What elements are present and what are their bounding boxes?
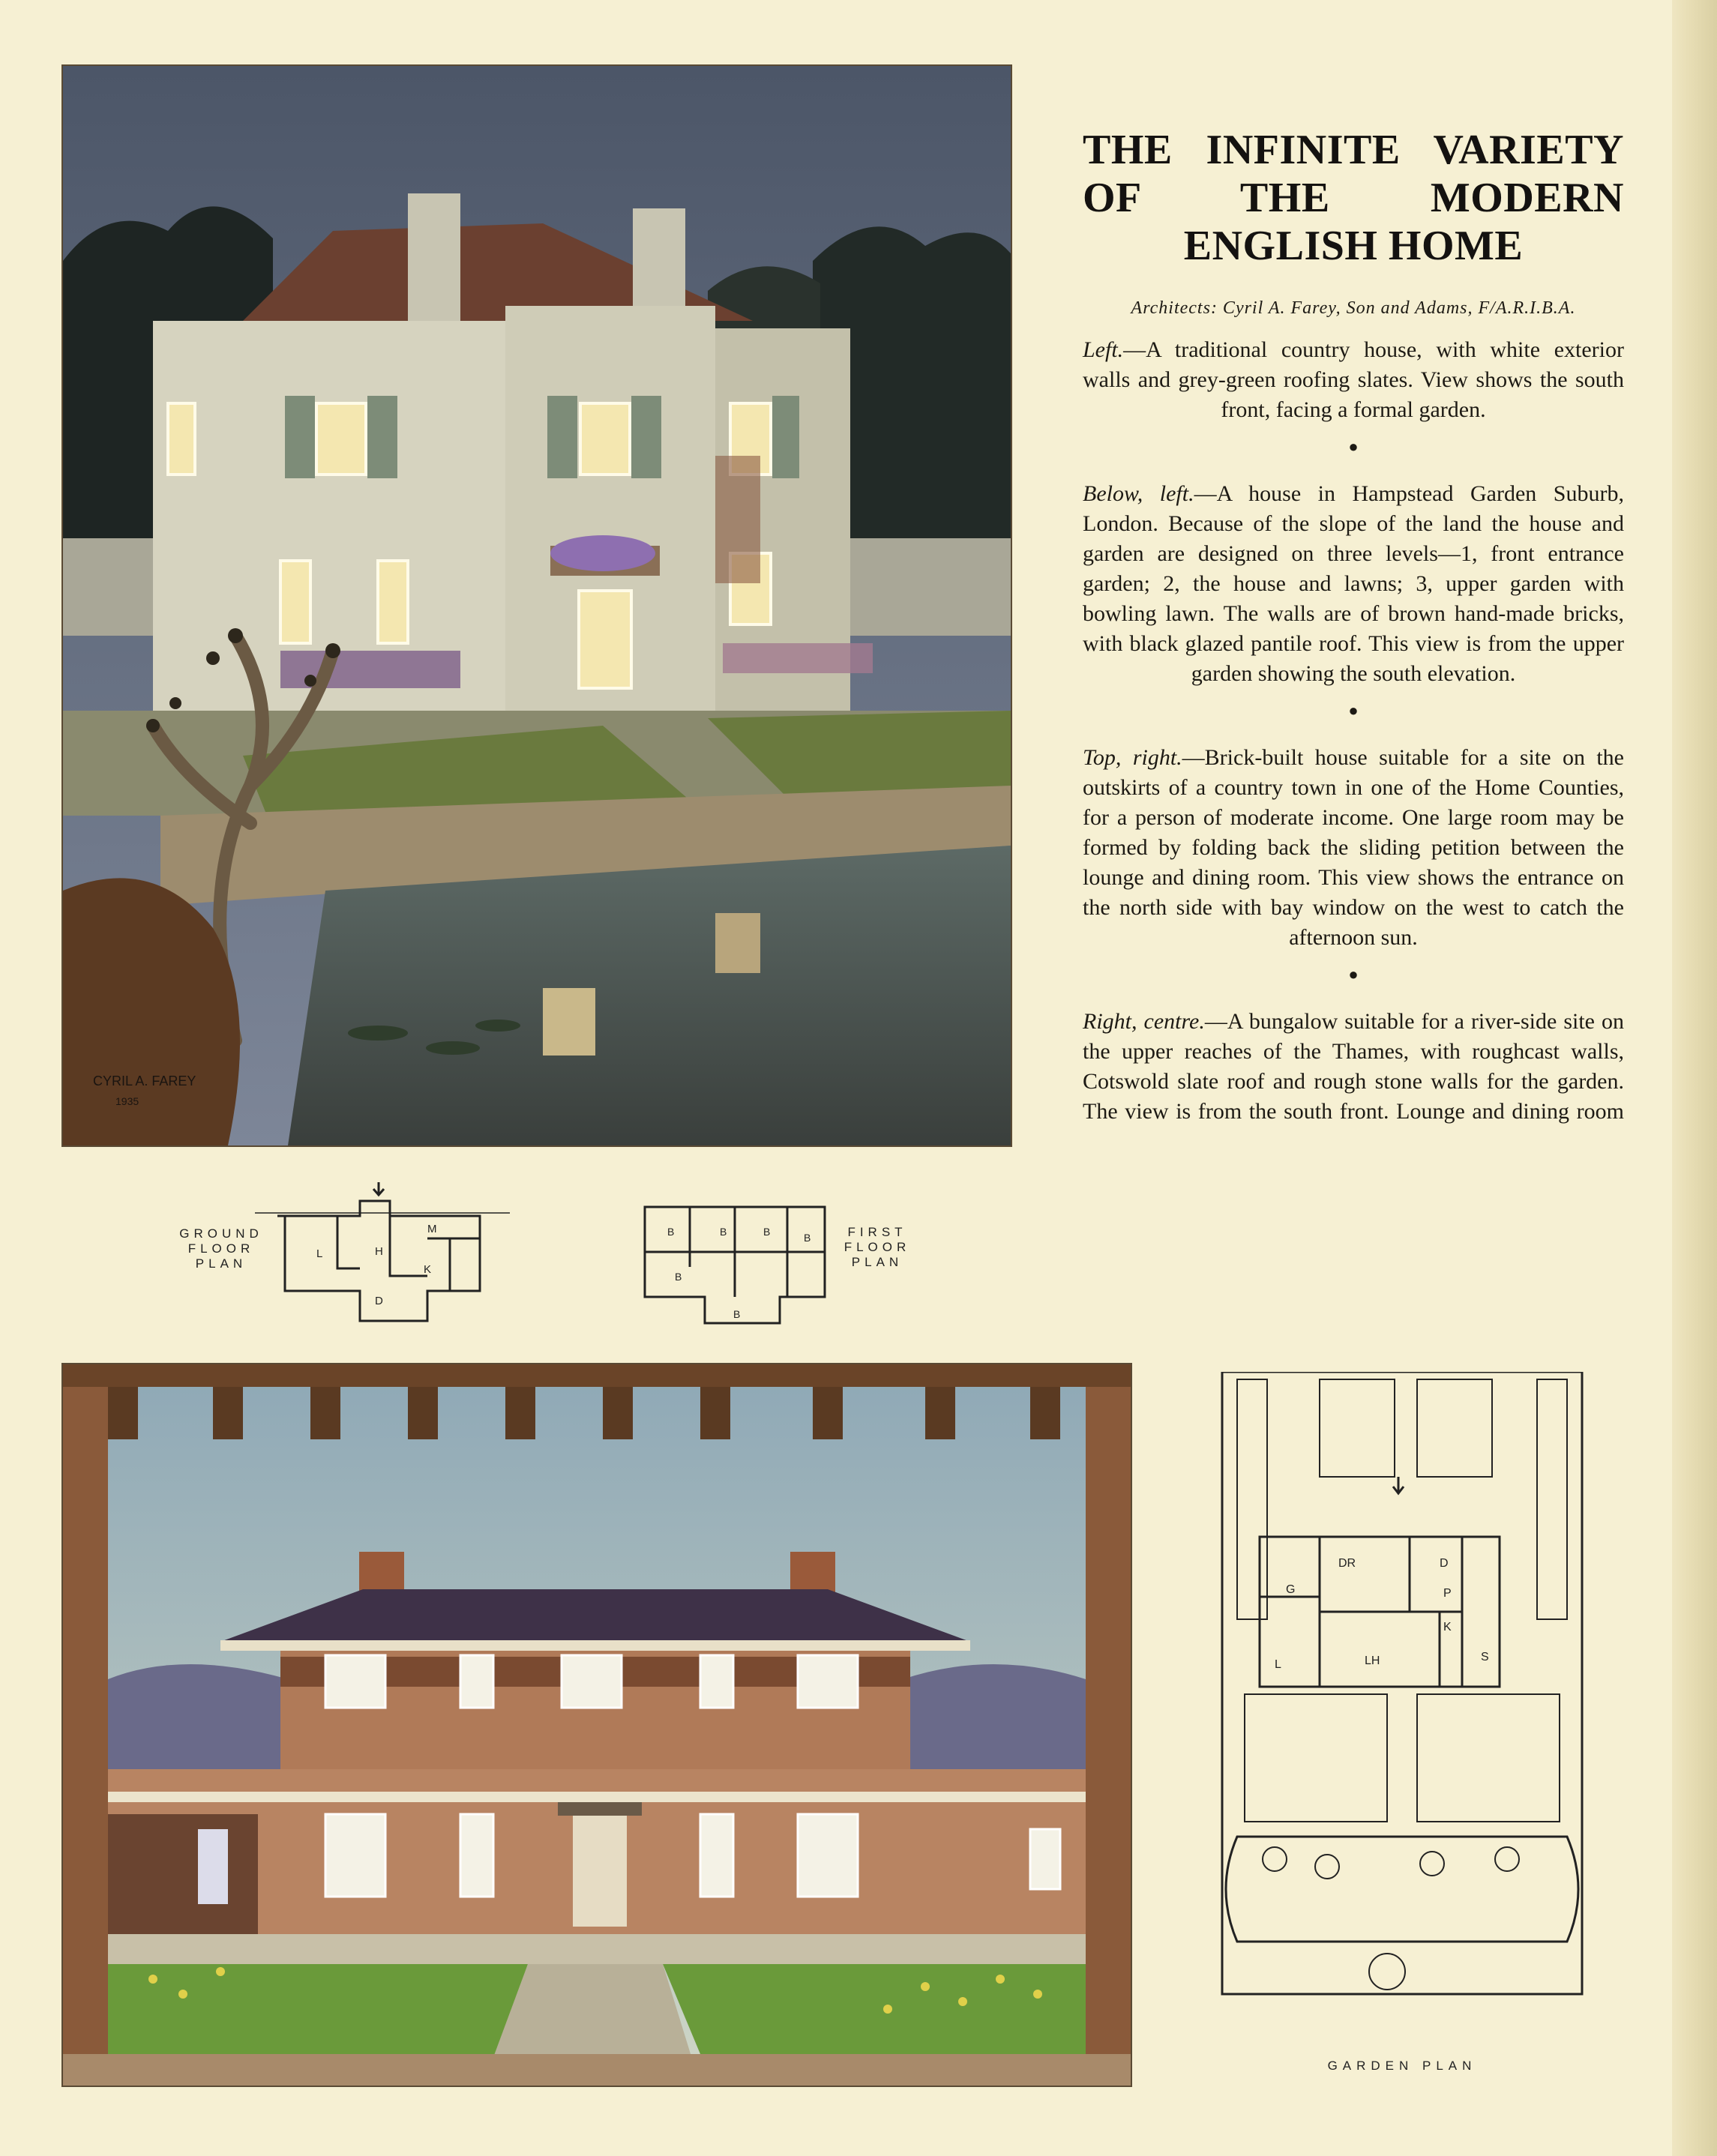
paragraph-body: —A house in Hampstead Garden Suburb, London. Because of the slope of the land the house and garden are designed on three levels—1, front entrance garden; 2, the house and lawns; 3, upper garden with bowling lawn. The walls are of brown hand-made bricks, with black glazed pantile roof. This view is from the upper garden showing the south elevation. — [1083, 481, 1624, 686]
svg-text:L: L — [1275, 1658, 1281, 1671]
svg-text:M: M — [427, 1223, 437, 1235]
article-text-column — [1083, 126, 1624, 1127]
paragraph-body: —A traditional country house, with white exterior walls and grey-green roofing slates. View shows the south front, facing a formal garden. — [1083, 337, 1624, 422]
svg-text:B: B — [733, 1308, 741, 1320]
svg-text:K: K — [1443, 1621, 1452, 1633]
svg-text:S: S — [1481, 1651, 1489, 1663]
page-edge — [1672, 0, 1717, 2156]
separator-bullet: ● — [1348, 965, 1359, 984]
paragraph-below-left — [1083, 479, 1624, 689]
article-title: THE INFINITE VARIETY OF THE MODERN ENGLISH HOME — [1083, 127, 1624, 269]
architects-credit: Architects: Cyril A. Farey, Son and Adams, F/A.R.I.B.A. — [1131, 298, 1576, 318]
svg-text:1935: 1935 — [115, 1095, 139, 1107]
svg-text:B: B — [675, 1271, 682, 1283]
garden-plan — [1215, 1372, 1590, 2035]
ground-floor-plan-label: GROUND FLOOR PLAN — [179, 1226, 263, 1271]
first-floor-plan — [637, 1199, 832, 1338]
paragraph-lead: Left. — [1083, 337, 1124, 362]
paragraph-lead: Below, left. — [1083, 481, 1194, 506]
paragraph-lead: Top, right. — [1083, 745, 1182, 770]
paragraph-left — [1083, 335, 1624, 425]
country-house-painting — [63, 66, 1011, 1145]
paragraph-body: —Brick-built house suitable for a site on the outskirts of a country town in one of the Home Counties, for a person of moderate income. One large room may be formed by folding back the sliding petition between the lounge and dining room. This view shows the entrance on the north side with bay window on the west to catch the afternoon sun. — [1083, 745, 1624, 950]
svg-text:K: K — [424, 1263, 432, 1276]
svg-text:DR: DR — [1338, 1557, 1356, 1570]
paragraph-top-right — [1083, 743, 1624, 953]
svg-text:D: D — [375, 1295, 383, 1307]
svg-text:G: G — [1286, 1583, 1296, 1596]
garden-plan-label: GARDEN PLAN — [1327, 2059, 1477, 2073]
svg-text:H: H — [375, 1245, 383, 1258]
separator-bullet: ● — [1348, 701, 1359, 720]
paragraph-body: —A bungalow suitable for a river-side site on the upper reaches of the Thames, with roughcast walls, Cotswold slate roof and rough stone walls for the garden. The view is from the south front. Lounge and dining room — [1083, 1009, 1625, 1124]
ground-floor-plan — [255, 1178, 517, 1340]
separator-bullet: ● — [1348, 437, 1359, 456]
svg-text:B: B — [804, 1232, 811, 1244]
svg-text:B: B — [667, 1226, 675, 1238]
hampstead-house-painting — [63, 1364, 1131, 2086]
svg-text:L: L — [316, 1247, 323, 1260]
svg-text:D: D — [1440, 1557, 1449, 1570]
paragraph-right-centre — [1083, 1007, 1624, 1127]
svg-text:LH: LH — [1365, 1654, 1380, 1667]
first-floor-plan-label: FIRST FLOOR PLAN — [844, 1225, 911, 1269]
svg-text:B: B — [720, 1226, 727, 1238]
paragraph-lead: Right, centre. — [1083, 1009, 1205, 1034]
svg-text:B: B — [763, 1226, 771, 1238]
svg-text:P: P — [1443, 1587, 1452, 1600]
painting-signature: CYRIL A. FAREY — [93, 1074, 196, 1088]
